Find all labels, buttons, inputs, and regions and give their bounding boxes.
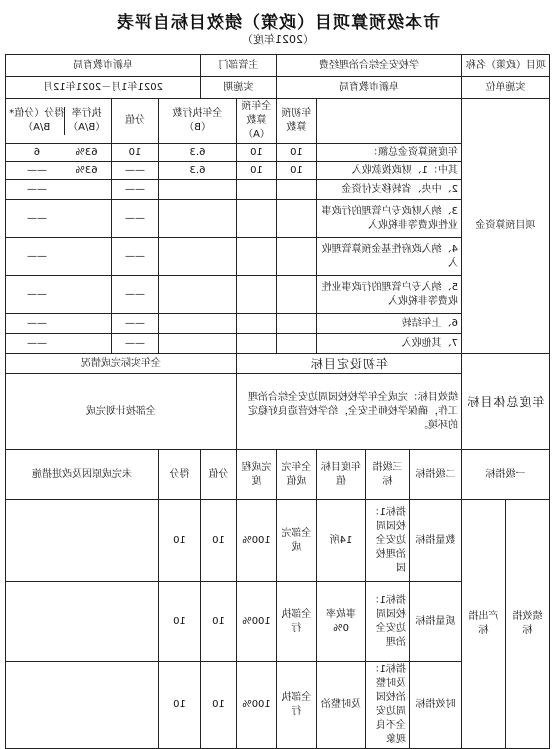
indicator-target: 及时整治 [317, 662, 366, 749]
hdr-completion: 完成程度 [237, 450, 277, 500]
budget-exec [159, 200, 237, 238]
budget-rate [65, 337, 108, 351]
budget-rate-score [5, 314, 111, 334]
budget-initial [277, 276, 317, 314]
hdr-annual-actual: 全年完成值 [277, 450, 317, 500]
budget-score: —— [26, 250, 47, 262]
budget-exec [159, 334, 237, 354]
budget-rate [65, 212, 108, 226]
budget-initial [277, 314, 317, 334]
indicator-level2: 质量指标 [410, 582, 462, 662]
budget-value: —— [112, 314, 159, 334]
budget-exec [159, 180, 237, 200]
indicator-score: 10 [159, 500, 201, 582]
indicator-reasons [5, 500, 158, 582]
indicator-target: 14所 [317, 500, 366, 582]
budget-score: —— [26, 317, 47, 329]
hdr-value: 分值 [201, 450, 237, 500]
budget-row-label: 6、上年结转 [317, 314, 462, 334]
goals-section-label: 年度总体目标 [462, 354, 550, 450]
goals-header-row [5, 354, 549, 374]
budget-row-label: 其中：1、财政拨款收入 [317, 162, 462, 180]
budget-rate [65, 317, 108, 331]
indicator-value: 10 [201, 582, 237, 662]
header-row-1 [5, 55, 549, 77]
hdr-level3: 三级指标 [366, 450, 410, 500]
budget-initial [277, 334, 317, 354]
indicator-target: 事故率0% [317, 582, 366, 662]
col-initial: 年初预算数 [277, 99, 317, 144]
goals-planned: 绩效目标：完成全年学校校园周边安全综合治理工作，确保学校师生安全，给学校营造良好稳定的环境。 [237, 374, 462, 450]
dept: 阜新市教育局 [5, 55, 200, 77]
budget-rate-score [5, 334, 111, 354]
budget-full-year [237, 238, 277, 276]
hdr-score: 得分 [159, 450, 201, 500]
budget-full-year [237, 314, 277, 334]
indicator-completion: 100% [237, 500, 277, 582]
goals-actual-label: 全年实际完成情况 [5, 354, 236, 374]
budget-score: —— [26, 212, 47, 224]
budget-full-year: 10 [237, 162, 277, 180]
impl-unit: 阜新市教育局 [277, 77, 462, 99]
form-title: 市本级预算项目（政策）绩效目标自评表 [116, 13, 440, 33]
indicator-reasons [5, 662, 158, 749]
budget-score: —— [26, 288, 47, 300]
indicator-reasons [5, 582, 158, 662]
hdr-level2: 二级指标 [410, 450, 462, 500]
budget-row-label: 2、中央、省转移支付资金 [317, 180, 462, 200]
indicator-level3: 指标1：校园周边安全治理 [366, 582, 410, 662]
col-exec-rate: 执行率（B/A） [68, 108, 106, 133]
col-score: 得分（分值*B/A） [9, 108, 65, 133]
indicator-actual: 全部执行 [277, 662, 317, 749]
budget-value: —— [112, 162, 159, 180]
budget-rate-score [5, 162, 111, 180]
budget-value: —— [112, 238, 159, 276]
evaluation-table [5, 54, 550, 749]
indicator-level2: 数量指标 [410, 500, 462, 582]
indicator-header-row [5, 450, 549, 500]
project-name-label: 项目（政策）名称 [462, 55, 550, 77]
budget-exec [159, 314, 237, 334]
indicator-completion: 100% [237, 582, 277, 662]
budget-full-year: 10 [237, 144, 277, 162]
budget-row-label: 4、纳入政府性基金预算管理收入 [317, 238, 462, 276]
budget-rate-score [5, 276, 111, 314]
budget-full-year [237, 334, 277, 354]
indicator-actual: 全部完成 [277, 500, 317, 582]
budget-rate [65, 288, 108, 302]
budget-score: 6 [33, 146, 41, 158]
budget-value: —— [112, 200, 159, 238]
budget-rate-score [5, 238, 111, 276]
hdr-reasons: 未完成原因及改进措施 [5, 450, 158, 500]
indicator-level2: 时效指标 [410, 662, 462, 749]
col-score-value: 分值 [112, 99, 159, 144]
indicator-completion: 100% [237, 662, 277, 749]
indicator-actual: 全部执行 [277, 582, 317, 662]
budget-rate-score [5, 144, 111, 162]
col-full-year-budget: 全年预算数（A） [237, 99, 277, 144]
indicator-level1: 产出指标 [462, 500, 506, 749]
indicator-category: 绩效指标 [506, 500, 550, 749]
dept-label: 主管部门 [201, 55, 277, 77]
budget-full-year [237, 180, 277, 200]
budget-rate: 63% [75, 146, 98, 158]
goals-planned-label: 年初设定目标 [237, 354, 462, 374]
budget-row-label: 7、其他收入 [317, 334, 462, 354]
hdr-level1: 一级指标 [462, 450, 550, 500]
budget-initial [277, 238, 317, 276]
budget-value: —— [112, 180, 159, 200]
budget-initial: 10 [277, 162, 317, 180]
form-year: （2021年度） [242, 33, 314, 46]
budget-exec: 6.3 [159, 162, 237, 180]
hdr-annual-target: 年度目标值 [317, 450, 366, 500]
indicator-level3: 指标1：校园周边安全治理校园 [366, 500, 410, 582]
budget-blank-header [317, 99, 462, 144]
budget-row-label: 年度预算资金总额： [317, 144, 462, 162]
col-full-year-exec: 全年执行数（B） [159, 99, 237, 144]
impl-unit-label: 实施单位 [462, 77, 550, 99]
indicator-score: 10 [159, 662, 201, 749]
budget-header-row [5, 99, 549, 144]
budget-section-label: 项目预算资金 [462, 99, 550, 354]
budget-row-label: 5、纳入专户管理的行政事业性收费等非税收入 [317, 276, 462, 314]
budget-exec [159, 238, 237, 276]
budget-full-year [237, 276, 277, 314]
indicator-row [5, 500, 549, 582]
project-name: 学校安全综合治理经费 [277, 55, 462, 77]
budget-rate-score [5, 180, 111, 200]
period: 2021年1月－2021年12月 [5, 77, 200, 99]
goals-actual: 全部按计划完成 [5, 374, 236, 450]
indicator-level3: 指标1：及时整治校园周边安全不良现象 [366, 662, 410, 749]
budget-rate: 63% [75, 164, 98, 176]
budget-rate-score [5, 200, 111, 238]
period-label: 实施期 [201, 77, 277, 99]
budget-exec [159, 276, 237, 314]
budget-value: 10 [112, 144, 159, 162]
budget-rate [65, 183, 108, 197]
budget-row-label: 3、纳入财政专户管理的行政事业性收费等非税收入 [317, 200, 462, 238]
budget-score: —— [26, 183, 47, 195]
budget-initial: 10 [277, 144, 317, 162]
budget-score: —— [26, 337, 47, 349]
budget-value: —— [112, 334, 159, 354]
col-exec-rate-and-score [5, 99, 111, 144]
header-row-2 [5, 77, 549, 99]
budget-value: —— [112, 276, 159, 314]
budget-full-year [237, 200, 277, 238]
indicator-value: 10 [201, 662, 237, 749]
indicator-score: 10 [159, 582, 201, 662]
budget-exec: 6.3 [159, 144, 237, 162]
budget-initial [277, 200, 317, 238]
budget-rate [65, 250, 108, 264]
budget-initial [277, 180, 317, 200]
indicator-value: 10 [201, 500, 237, 582]
budget-score: —— [26, 164, 47, 176]
